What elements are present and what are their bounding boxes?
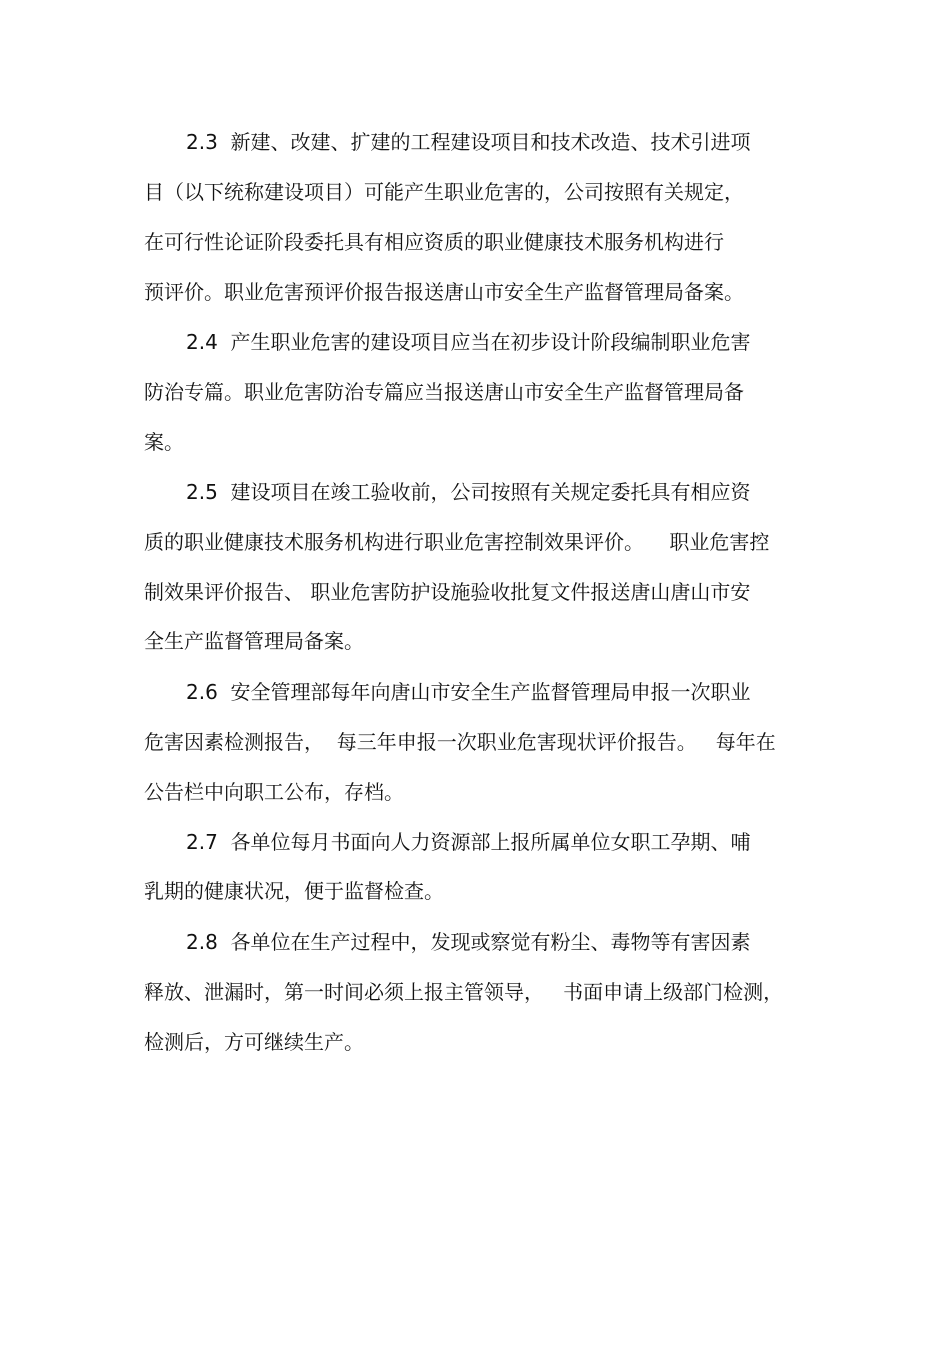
paragraph-2-8-line-2: 释放、泄漏时，第一时间必须上报主管领导， 书面申请上级部门检测，	[144, 980, 784, 1004]
paragraph-2-5-line-3: 制效果评价报告、 职业危害防护设施验收批复文件报送唐山唐山市安	[144, 580, 751, 604]
paragraph-2-4-line-3: 案。	[144, 430, 184, 454]
paragraph-2-3-line-2: 目（以下统称建设项目）可能产生职业危害的，公司按照有关规定，	[144, 180, 744, 204]
paragraph-2-5-line-1: 2.5 建设项目在竣工验收前，公司按照有关规定委托具有相应资	[186, 480, 751, 504]
paragraph-2-6-line-1: 2.6 安全管理部每年向唐山市安全生产监督管理局申报一次职业	[186, 680, 751, 704]
paragraph-2-3-line-3: 在可行性论证阶段委托具有相应资质的职业健康技术服务机构进行	[144, 230, 724, 254]
paragraph-2-8-line-3: 检测后，方可继续生产。	[144, 1030, 364, 1054]
paragraph-2-5-line-4: 全生产监督管理局备案。	[144, 629, 364, 653]
paragraph-2-7-line-2: 乳期的健康状况，便于监督检查。	[144, 879, 444, 903]
paragraph-2-3-line-1: 2.3 新建、改建、扩建的工程建设项目和技术改造、技术引进项	[186, 130, 751, 154]
paragraph-2-6-line-2: 危害因素检测报告， 每三年申报一次职业危害现状评价报告。 每年在	[144, 730, 776, 754]
paragraph-2-3-line-4: 预评价。职业危害预评价报告报送唐山市安全生产监督管理局备案。	[144, 280, 744, 304]
paragraph-2-5-line-2: 质的职业健康技术服务机构进行职业危害控制效果评价。 职业危害控	[144, 530, 770, 554]
paragraph-2-8-line-1: 2.8 各单位在生产过程中，发现或察觉有粉尘、毒物等有害因素	[186, 930, 751, 954]
paragraph-2-7-line-1: 2.7 各单位每月书面向人力资源部上报所属单位女职工孕期、哺	[186, 830, 751, 854]
paragraph-2-4-line-1: 2.4 产生职业危害的建设项目应当在初步设计阶段编制职业危害	[186, 330, 751, 354]
paragraph-2-6-line-3: 公告栏中向职工公布，存档。	[144, 780, 404, 804]
paragraph-2-4-line-2: 防治专篇。职业危害防治专篇应当报送唐山市安全生产监督管理局备	[144, 380, 744, 404]
